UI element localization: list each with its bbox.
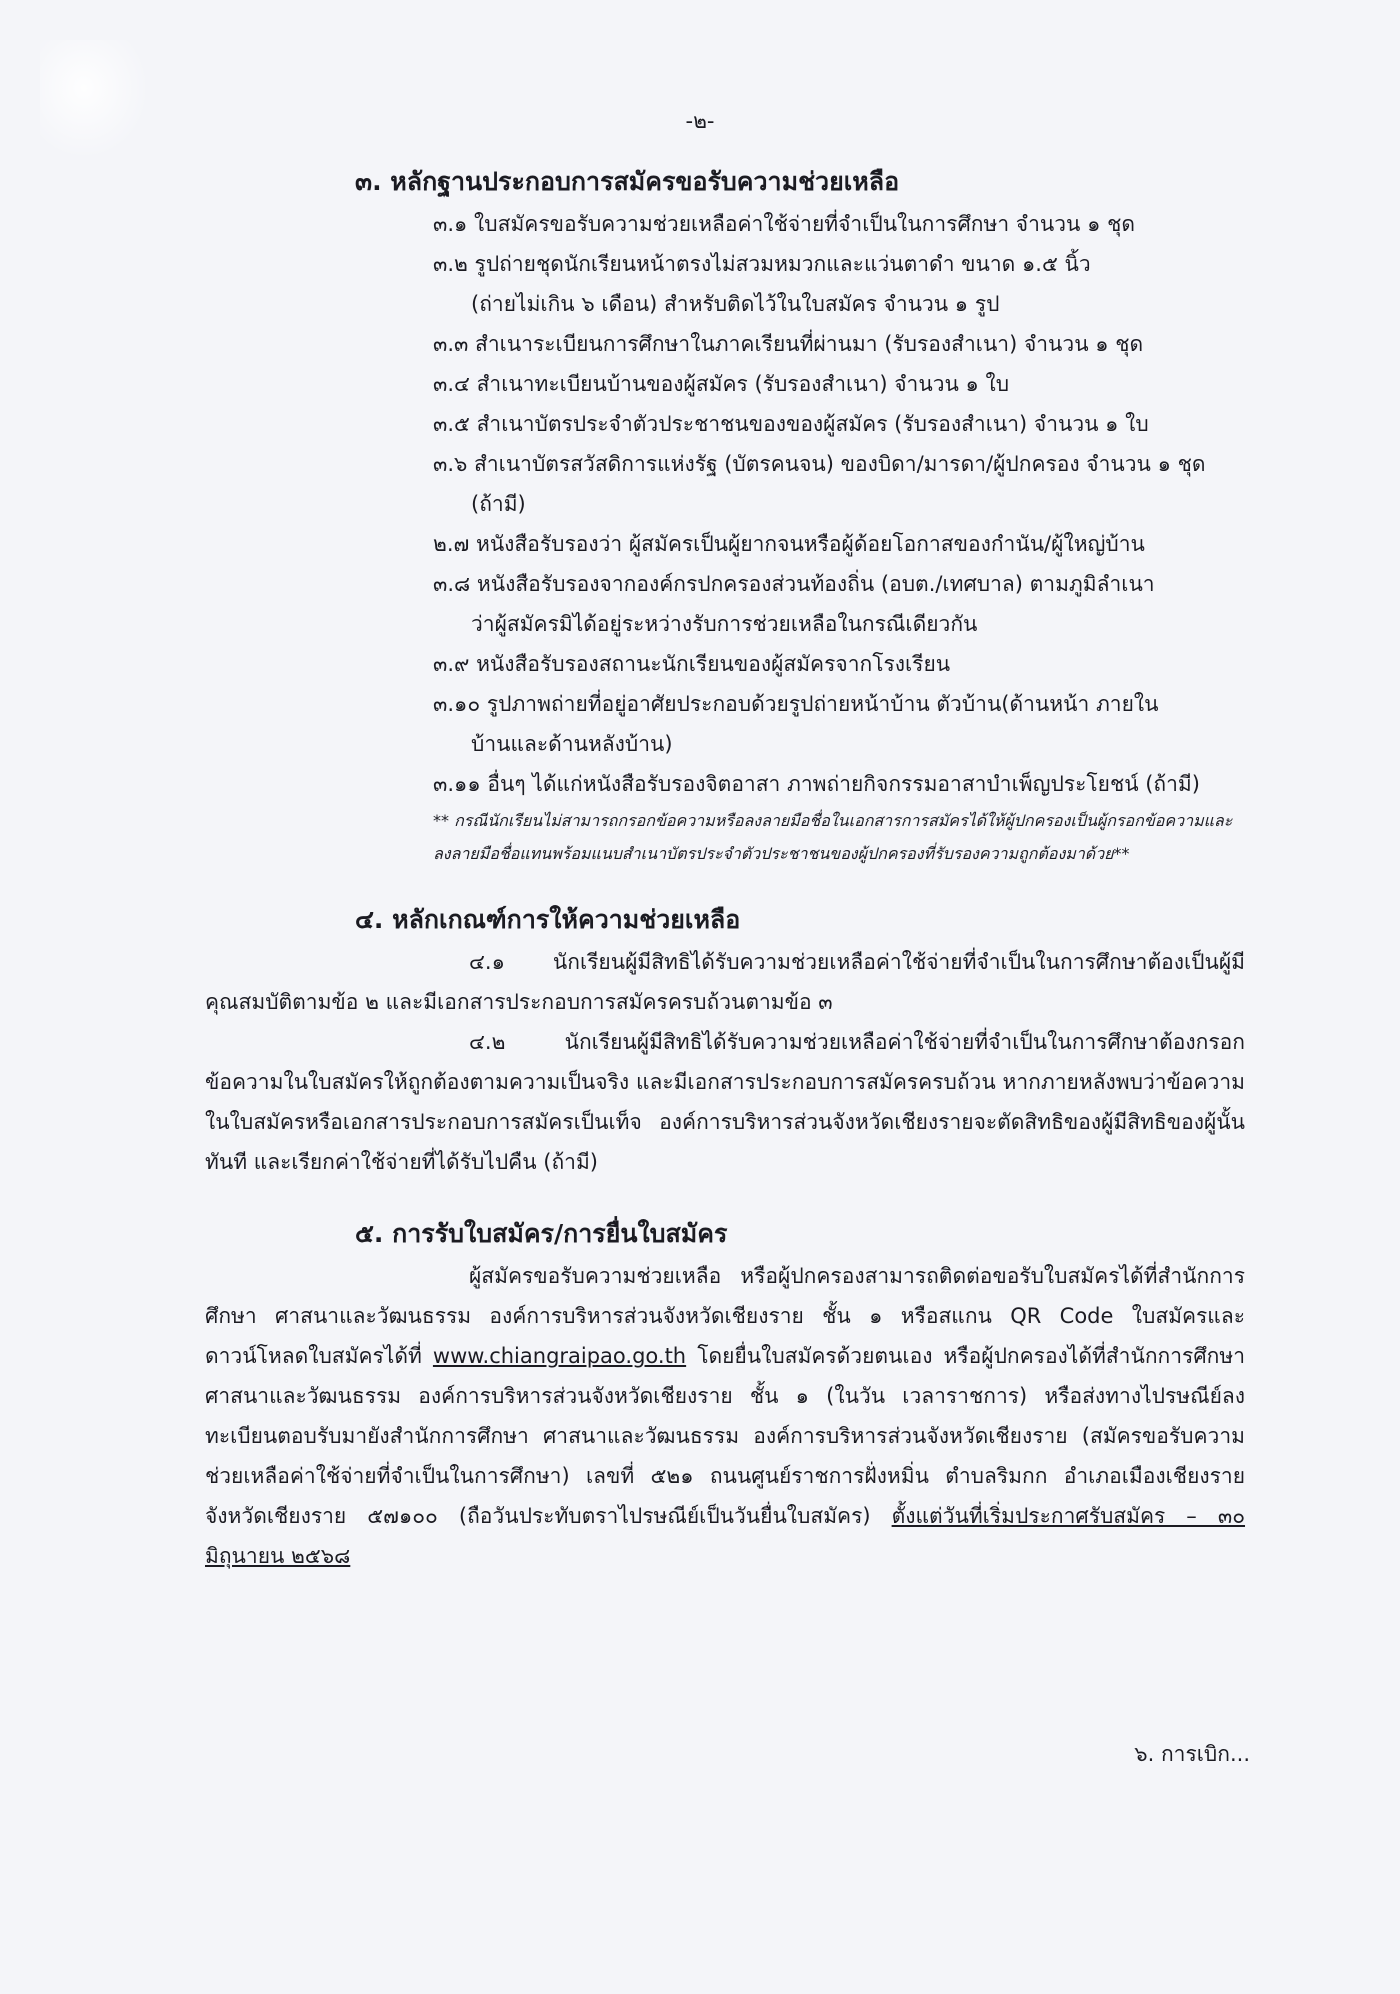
list-item-text: ๓.๕ สำเนาบัตรประจำตัวประชาชนของของผู้สมัคร (รับรองสำเนา) จำนวน ๑ ใบ xyxy=(433,412,1149,436)
list-item xyxy=(433,244,1245,324)
section-5-text-b: โดยยื่นใบสมัครด้วยตนเอง หรือผู้ปกครองได้ที่สำนักการศึกษา ศาสนาและวัฒนธรรม องค์การบริหารส่วนจังหวัดเชียงราย ชั้น ๑ (ในวัน เวลาราชการ) หรือส่งทางไปรษณีย์ลงทะเบียนตอบรับมายังสำนักการศึกษา ศาสนาและวัฒนธรรม องค์การบริหารส่วนจังหวัดเชียงราย (สมัครขอรับความช่วยเหลือค่าใช้จ่ายที่จำเป็นในการศึกษา) เลขที่ ๕๒๑ ถนนศูนย์ราชการฝั่งหมิ่น ตำบลริมกก อำเภอเมืองเชียงราย จังหวัดเชียงราย ๕๗๑๐๐ (ถือวันประทับตราไปรษณีย์เป็นวันยื่นใบสมัคร) xyxy=(205,1344,1245,1528)
list-item xyxy=(433,764,1245,804)
application-deadline: ตั้งแต่วันที่เริ่มประกาศรับสมัคร – ๓๐ มิถุนายน ๒๕๖๘ xyxy=(205,1504,1246,1568)
list-item-continuation: (ถ้ามี) xyxy=(471,492,526,516)
section-3 xyxy=(205,160,1245,870)
list-item xyxy=(433,204,1245,244)
list-item-continuation: บ้านและด้านหลังบ้าน) xyxy=(471,732,673,756)
section-3-note: ** กรณีนักเรียนไม่สามารถกรอกข้อความหรือลงลายมือชื่อในเอกสารการสมัครได้ให้ผู้ปกครองเป็นผู้กรอกข้อความและลงลายมือชื่อแทนพร้อมแนบสำเนาบัตรประจำตัวประชาชนของผู้ปกครองที่รับรองความถูกต้องมาด้วย** xyxy=(433,811,1233,863)
list-item-text: ๒.๗ หนังสือรับรองว่า ผู้สมัครเป็นผู้ยากจนหรือผู้ด้อยโอกาสของกำนัน/ผู้ใหญ่บ้าน xyxy=(433,532,1145,556)
next-page-footer: ๖. การเบิก... xyxy=(1134,1742,1250,1766)
section-4-paragraph-2: ๔.๒ นักเรียนผู้มีสิทธิได้รับความช่วยเหลือค่าใช้จ่ายที่จำเป็นในการศึกษาต้องกรอกข้อความในใบสมัครให้ถูกต้องตามความเป็นจริง และมีเอกสารประกอบการสมัครครบถ้วน หากภายหลังพบว่าข้อความในใบสมัครหรือเอกสารประกอบการสมัครเป็นเท็จ องค์การบริหารส่วนจังหวัดเชียงรายจะตัดสิทธิของผู้มีสิทธิของผู้นั้นทันที และเรียกค่าใช้จ่ายที่ได้รับไปคืน (ถ้ามี) xyxy=(205,1030,1245,1174)
list-item-text: ๓.๓ สำเนาระเบียนการศึกษาในภาคเรียนที่ผ่านมา (รับรองสำเนา) จำนวน ๑ ชุด xyxy=(433,332,1144,356)
page-number: -๒- xyxy=(685,109,715,133)
list-item-text: ๓.๑๐ รูปภาพถ่ายที่อยู่อาศัยประกอบด้วยรูปถ่ายหน้าบ้าน ตัวบ้าน(ด้านหน้า ภายใน xyxy=(433,692,1159,716)
section-3-heading: ๓. หลักฐานประกอบการสมัครขอรับความช่วยเหลือ xyxy=(355,167,900,196)
list-item-text: ๓.๙ หนังสือรับรองสถานะนักเรียนของผู้สมัครจากโรงเรียน xyxy=(433,652,951,676)
paper-crease xyxy=(40,40,150,160)
list-item xyxy=(433,524,1245,564)
section-4-paragraph-1: ๔.๑ นักเรียนผู้มีสิทธิได้รับความช่วยเหลือค่าใช้จ่ายที่จำเป็นในการศึกษาต้องเป็นผู้มีคุณสมบัติตามข้อ ๒ และมีเอกสารประกอบการสมัครครบถ้วนตามข้อ ๓ xyxy=(205,950,1245,1014)
section-5-text-a: ผู้สมัครขอรับความช่วยเหลือ หรือผู้ปกครองสามารถติดต่อขอรับใบสมัครได้ที่สำนักการศึกษา ศาสนาและวัฒนธรรม องค์การบริหารส่วนจังหวัดเชียงราย ชั้น ๑ หรือสแกน QR Code ใบสมัครและดาวน์โหลดใบสมัครได้ที่ xyxy=(205,1264,1245,1368)
list-item-text: ๓.๘ หนังสือรับรองจากองค์กรปกครองส่วนท้องถิ่น (อบต./เทศบาล) ตามภูมิลำเนา xyxy=(433,572,1155,596)
list-item xyxy=(433,684,1245,764)
list-item xyxy=(433,644,1245,684)
list-item xyxy=(433,564,1245,644)
list-item xyxy=(433,444,1245,524)
section-5 xyxy=(205,1212,1245,1576)
document-content xyxy=(205,160,1245,1576)
list-item xyxy=(433,324,1245,364)
section-4 xyxy=(205,898,1245,1182)
list-item-text: ๓.๑๑ อื่นๆ ได้แก่หนังสือรับรองจิตอาสา ภาพถ่ายกิจกรรมอาสาบำเพ็ญประโยชน์ (ถ้ามี) xyxy=(433,772,1200,796)
list-item-continuation: (ถ่ายไม่เกิน ๖ เดือน) สำหรับติดไว้ในใบสมัคร จำนวน ๑ รูป xyxy=(471,292,1000,316)
list-item-text: ๓.๑ ใบสมัครขอรับความช่วยเหลือค่าใช้จ่ายที่จำเป็นในการศึกษา จำนวน ๑ ชุด xyxy=(433,212,1135,236)
list-item xyxy=(433,404,1245,444)
list-item-continuation: ว่าผู้สมัครมิได้อยู่ระหว่างรับการช่วยเหลือในกรณีเดียวกัน xyxy=(471,612,978,636)
list-item xyxy=(433,364,1245,404)
section-5-paragraph xyxy=(205,1256,1245,1576)
website-link[interactable]: www.chiangraipao.go.th xyxy=(432,1344,687,1368)
list-item-text: ๓.๔ สำเนาทะเบียนบ้านของผู้สมัคร (รับรองสำเนา) จำนวน ๑ ใบ xyxy=(433,372,1010,396)
list-item-text: ๓.๖ สำเนาบัตรสวัสดิการแห่งรัฐ (บัตรคนจน) ของบิดา/มารดา/ผู้ปกครอง จำนวน ๑ ชุด xyxy=(433,452,1206,476)
section-4-heading: ๔. หลักเกณฑ์การให้ความช่วยเหลือ xyxy=(355,905,741,934)
list-item-text: ๓.๒ รูปถ่ายชุดนักเรียนหน้าตรงไม่สวมหมวกและแว่นตาดำ ขนาด ๑.๕ นิ้ว xyxy=(433,252,1091,276)
section-5-heading: ๕. การรับใบสมัคร/การยื่นใบสมัคร xyxy=(355,1219,728,1248)
